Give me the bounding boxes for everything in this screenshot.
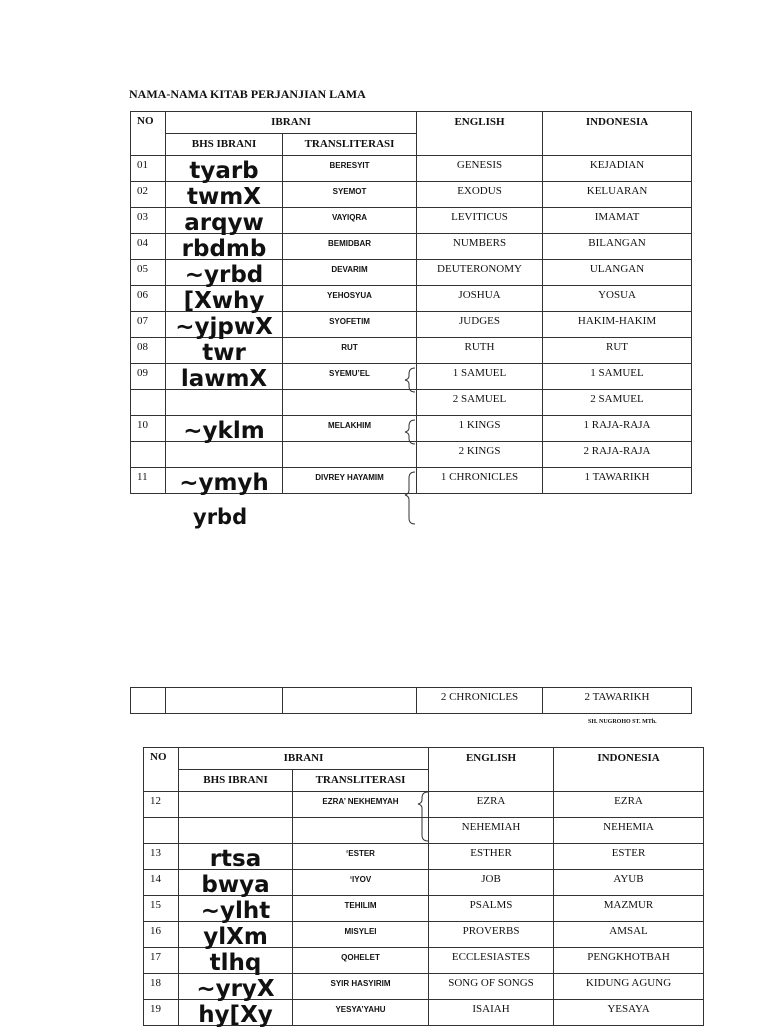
- transliteration-cell: SYEMOT: [283, 182, 417, 208]
- number-cell: [131, 442, 166, 468]
- number-cell: 07: [131, 312, 166, 338]
- header-transliterasi: TRANSLITERASI: [293, 770, 429, 792]
- hebrew-cell: [179, 844, 293, 870]
- indonesia-cell: BILANGAN: [543, 234, 692, 260]
- indonesia-cell: EZRA: [554, 792, 704, 818]
- hebrew-text: ~yrbd: [184, 262, 264, 288]
- indonesia-cell: KELUARAN: [543, 182, 692, 208]
- english-cell: GENESIS: [417, 156, 543, 182]
- books-table-continuation: [130, 687, 692, 714]
- english-cell: RUTH: [417, 338, 543, 364]
- number-cell: 15: [144, 896, 179, 922]
- table-row: [144, 948, 704, 974]
- hebrew-cell: [166, 156, 283, 182]
- transliteration-cell: [283, 442, 417, 468]
- indonesia-cell: ULANGAN: [543, 260, 692, 286]
- transliteration-cell: TEHILIM: [293, 896, 429, 922]
- hebrew-text: arqyw: [184, 210, 264, 236]
- hebrew-cell: [179, 974, 293, 1000]
- hebrew-overflow-text: yrbd: [193, 505, 248, 529]
- table-row: [131, 312, 692, 338]
- english-cell: PSALMS: [429, 896, 554, 922]
- transliteration-cell: RUT: [283, 338, 417, 364]
- number-cell: 06: [131, 286, 166, 312]
- table-row: [144, 792, 704, 818]
- indonesia-cell: 1 RAJA-RAJA: [543, 416, 692, 442]
- table-row: [144, 844, 704, 870]
- english-cell: NEHEMIAH: [429, 818, 554, 844]
- hebrew-cell: [166, 364, 283, 390]
- table-row: [144, 896, 704, 922]
- transliteration-cell: [283, 390, 417, 416]
- table-row: [144, 1000, 704, 1026]
- transliteration-cell: ‘IYOV: [293, 870, 429, 896]
- number-cell: 03: [131, 208, 166, 234]
- indonesia-cell: 1 TAWARIKH: [543, 468, 692, 494]
- english-cell: JUDGES: [417, 312, 543, 338]
- hebrew-text: rbdmb: [181, 236, 267, 262]
- table-row: [131, 416, 692, 442]
- indonesia-cell: 2 RAJA-RAJA: [543, 442, 692, 468]
- hebrew-text: ~yjpwX: [175, 314, 273, 340]
- hebrew-text: tlhq: [209, 950, 262, 976]
- indonesia-cell: 2 SAMUEL: [543, 390, 692, 416]
- hebrew-cell: [179, 896, 293, 922]
- hebrew-cell: [166, 234, 283, 260]
- indonesia-cell: NEHEMIA: [554, 818, 704, 844]
- indonesia-cell: YOSUA: [543, 286, 692, 312]
- english-cell: 1 KINGS: [417, 416, 543, 442]
- hebrew-cell: [179, 922, 293, 948]
- english-cell: 2 CHRONICLES: [417, 688, 543, 714]
- transliteration-cell: DEVARIM: [283, 260, 417, 286]
- hebrew-cell: [166, 390, 283, 416]
- books-table-1: [130, 111, 692, 494]
- english-cell: ECCLESIASTES: [429, 948, 554, 974]
- number-cell: 12: [144, 792, 179, 818]
- number-cell: 18: [144, 974, 179, 1000]
- transliteration-cell: MELAKHIM: [283, 416, 417, 442]
- table-row: [131, 468, 692, 494]
- table-row: [144, 974, 704, 1000]
- english-cell: LEVITICUS: [417, 208, 543, 234]
- hebrew-text: bwya: [201, 872, 270, 898]
- hebrew-cell: [166, 338, 283, 364]
- hebrew-text: ~ymyh: [179, 470, 269, 496]
- english-cell: JOB: [429, 870, 554, 896]
- english-cell: 2 KINGS: [417, 442, 543, 468]
- number-cell: 01: [131, 156, 166, 182]
- english-cell: 1 CHRONICLES: [417, 468, 543, 494]
- hebrew-text: hy[Xy: [198, 1002, 273, 1028]
- hebrew-cell: [166, 312, 283, 338]
- number-cell: 19: [144, 1000, 179, 1026]
- table-row: [131, 260, 692, 286]
- transliteration-cell: ‘ESTER: [293, 844, 429, 870]
- hebrew-cell: [166, 468, 283, 494]
- transliteration-cell: DIVREY HAYAMIM: [283, 468, 417, 494]
- indonesia-cell: 1 SAMUEL: [543, 364, 692, 390]
- table-row: [131, 688, 692, 714]
- header-bhs-ibrani: BHS IBRANI: [166, 134, 283, 156]
- english-cell: DEUTERONOMY: [417, 260, 543, 286]
- english-cell: 1 SAMUEL: [417, 364, 543, 390]
- hebrew-cell: [179, 948, 293, 974]
- indonesia-cell: KIDUNG AGUNG: [554, 974, 704, 1000]
- transliteration-cell: SYOFETIM: [283, 312, 417, 338]
- hebrew-text: ~yryX: [196, 976, 275, 1002]
- hebrew-text: tyarb: [189, 158, 259, 184]
- number-cell: 02: [131, 182, 166, 208]
- indonesia-cell: RUT: [543, 338, 692, 364]
- hebrew-text: ~ylht: [200, 898, 271, 924]
- table-row: [131, 364, 692, 390]
- transliteration-cell: [293, 818, 429, 844]
- hebrew-cell: [166, 182, 283, 208]
- hebrew-text: twmX: [187, 184, 261, 210]
- number-cell: 11: [131, 468, 166, 494]
- books-table-2: [143, 747, 704, 1026]
- english-cell: 2 SAMUEL: [417, 390, 543, 416]
- indonesia-cell: PENGKHOTBAH: [554, 948, 704, 974]
- document-title: NAMA-NAMA KITAB PERJANJIAN LAMA: [129, 87, 366, 101]
- hebrew-text: [Xwhy: [183, 288, 265, 314]
- indonesia-cell: ESTER: [554, 844, 704, 870]
- header-no: NO: [144, 748, 179, 792]
- hebrew-cell: [166, 260, 283, 286]
- indonesia-cell: HAKIM-HAKIM: [543, 312, 692, 338]
- english-cell: EZRA: [429, 792, 554, 818]
- transliteration-cell: SYIR HASYIRIM: [293, 974, 429, 1000]
- transliteration-cell: BERESYIT: [283, 156, 417, 182]
- hebrew-text: ~yklm: [183, 418, 265, 444]
- hebrew-text: lawmX: [180, 366, 268, 392]
- indonesia-cell: 2 TAWARIKH: [543, 688, 692, 714]
- hebrew-text: twr: [202, 340, 246, 366]
- hebrew-cell: [166, 208, 283, 234]
- header-english: ENGLISH: [429, 748, 554, 792]
- hebrew-cell: [179, 792, 293, 818]
- table-row: [131, 156, 692, 182]
- transliteration-cell: BEMIDBAR: [283, 234, 417, 260]
- indonesia-cell: AYUB: [554, 870, 704, 896]
- english-cell: NUMBERS: [417, 234, 543, 260]
- header-indonesia: INDONESIA: [554, 748, 704, 792]
- table-row: [131, 182, 692, 208]
- hebrew-cell: [179, 870, 293, 896]
- header-indonesia: INDONESIA: [543, 112, 692, 156]
- indonesia-cell: IMAMAT: [543, 208, 692, 234]
- table-row: [131, 442, 692, 468]
- indonesia-cell: KEJADIAN: [543, 156, 692, 182]
- number-cell: 08: [131, 338, 166, 364]
- number-cell: [144, 818, 179, 844]
- transliteration-cell: SYEMU’EL: [283, 364, 417, 390]
- transliteration-cell: MISYLEI: [293, 922, 429, 948]
- transliteration-cell: EZRA’ NEKHEMYAH: [293, 792, 429, 818]
- header-english: ENGLISH: [417, 112, 543, 156]
- english-cell: ESTHER: [429, 844, 554, 870]
- number-cell: 04: [131, 234, 166, 260]
- table-row: [131, 234, 692, 260]
- number-cell: 05: [131, 260, 166, 286]
- indonesia-cell: YESAYA: [554, 1000, 704, 1026]
- hebrew-text: ylXm: [203, 924, 268, 950]
- header-bhs-ibrani: BHS IBRANI: [179, 770, 293, 792]
- transliteration-cell: YESYA’YAHU: [293, 1000, 429, 1026]
- author-signature: SH. NUGROHO ST. MTh.: [588, 719, 657, 725]
- english-cell: PROVERBS: [429, 922, 554, 948]
- number-cell: [131, 390, 166, 416]
- number-cell: 16: [144, 922, 179, 948]
- header-ibrani: IBRANI: [166, 112, 417, 134]
- number-cell: 13: [144, 844, 179, 870]
- table-row: [144, 818, 704, 844]
- english-cell: JOSHUA: [417, 286, 543, 312]
- transliteration-cell: VAYIQRA: [283, 208, 417, 234]
- hebrew-cell: [166, 442, 283, 468]
- number-cell: 10: [131, 416, 166, 442]
- table-row: [131, 390, 692, 416]
- english-cell: ISAIAH: [429, 1000, 554, 1026]
- header-no: NO: [131, 112, 166, 156]
- indonesia-cell: MAZMUR: [554, 896, 704, 922]
- hebrew-cell: [166, 416, 283, 442]
- header-ibrani: IBRANI: [179, 748, 429, 770]
- number-cell: 14: [144, 870, 179, 896]
- hebrew-cell: [179, 1000, 293, 1026]
- hebrew-cell: [166, 286, 283, 312]
- table-row: [131, 208, 692, 234]
- number-cell: 09: [131, 364, 166, 390]
- hebrew-text: rtsa: [209, 846, 262, 872]
- english-cell: SONG OF SONGS: [429, 974, 554, 1000]
- transliteration-cell: YEHOSYUA: [283, 286, 417, 312]
- header-transliterasi: TRANSLITERASI: [283, 134, 417, 156]
- english-cell: EXODUS: [417, 182, 543, 208]
- transliteration-cell: QOHELET: [293, 948, 429, 974]
- table-row: [144, 870, 704, 896]
- hebrew-cell: [179, 818, 293, 844]
- table-row: [131, 286, 692, 312]
- number-cell: 17: [144, 948, 179, 974]
- table-row: [144, 922, 704, 948]
- table-row: [131, 338, 692, 364]
- indonesia-cell: AMSAL: [554, 922, 704, 948]
